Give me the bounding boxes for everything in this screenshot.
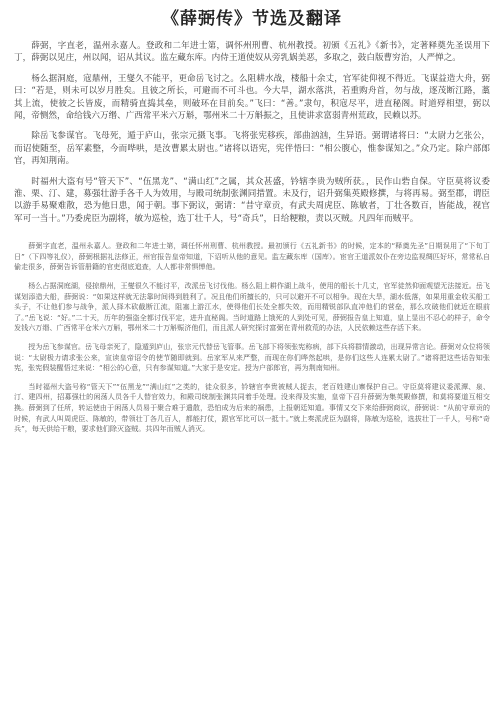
original-paragraph-3: 除岳飞参谋官。飞母死，遁于庐山，张宗元摄飞事。飞将张宪移疾，部曲汹汹，生异语。弼谓诸将曰：“太尉力乞张公，而诏使随至，岳军素整，今而哗哄，是汝曹累太尉也。”诸将以语宪，宪伴悟曰：“相公腹心，惟参谋知之。”众乃定。除户部郎官，再知荆南。 (14, 131, 490, 167)
translation-paragraph-4: 当时福州大盗号称“管天下”“伍黑龙”“满山红”之类的，徒众很多，钤辖官李贵被贼人捉去，老百姓建山寨保护自己。守臣莫将建议委派潭、泉、汀、建四州，招募强壮的闲荡人员各千人替官效力，和殿司统制张渊共同着手处理。没来得及实施，皇帝下召升薛弼为集英殿修撰，和莫将要道互相交换。薛弼到了任所，转运使由于闲荡人员易于聚合难于遣散，恐怕成为后来的祸患，上报朝廷知道。事情又交下来给薛弼商议，薛弼说：“从前守章贡的时候，有武人叫周虎臣、陈敏的，带领壮丁各几百人，都能打仗，跟官军比可以一抵十。”就上奏派虎臣为副将，陈敏为巡检，选拔壮丁一千人，号称“奇兵”，每天供给干粮，要求他们除灭盗贼。共四年而贼人消灭。 (14, 381, 490, 434)
original-paragraph-1: 薛弼，字直老，温州永嘉人。登政和二年进士第，调怀州刑曹、杭州教授。初颁《五礼》《新书》，定著释奠先圣误用下丁，薛弼以见庄，州以闻，诏从其议。监左藏东库。内侍王道使奴从旁乳娲美恶，多取之，鼓白版曹穷治，人严惮之。 (14, 41, 490, 64)
translation-paragraph-3: 授为岳飞参谋官。岳飞母亲死了，隐遁到庐山，张宗元代替岳飞管事。岳飞部下将领张宪称病，部下兵将群情激动，出现异常言论。薛弼对众位将领说：“太尉极力请求张公来，宣读皇帝诏令的使节随即就到。岳家军从来严整，而现在你们哗然起哄，是你们这些人连累太尉了。”诸将把这些话告知张宪，张宪假装醒悟过来说：“相公的心意，只有参谋知道。”大家于是安定。授为户部郎官，再为荆南知州。 (14, 342, 490, 373)
section-gap (14, 233, 490, 241)
original-paragraph-2: 杨么据洞庭，寇鼎州，王燮久不能平，更命岳飞讨之。么阻耕水战，楼船十余丈，官军徒仰视不得近。飞谋益造大舟，弼曰：“若是，则未可以岁月胜矣。且彼之所长，可避而不可斗也。今大旱，湖水落洪，若重购舟首，勿与战，逐茂断江路，藁其上流，使彼之长皆废，而精骑直捣其垒，则破环在目前矣。”飞曰：“善。”隶句，积寇尽平，进直秘阁。时道殍相望，弼以闻，帝恻然，命给钱六万缗、广西常平米六万斛，鄂州米二十万斛振之，且使讲求富弱青州荒政，民赖以苏。 (14, 73, 490, 122)
original-paragraph-4: 时福州大盗有号“管天下”、“伍黑龙”、“满山红”之属，其众甚盛，钤辖李贵为贼所获。，民作山砦自保。守臣莫将议委淮、栗、汀、建，募强壮游手各千人为效用，与殿司统制张渊同措置。未及行，诏升弼集英殿修撰，与将再易。弼至郡，谓臣以游手易聚难散，恐为他日患，闻于朝。事下弼议，弼请：“昔守章贡，有武夫周虎臣、陈敏者，丁壮各数百，皆能战，视官军可一当十。”乃委虎臣为副将，敏为巡检，选丁壮千人，号“奇兵”，日给粳粮，责以灭贼。凡四年而贼平。 (14, 176, 490, 224)
translation-paragraph-1: 薛弼字直老，温州永嘉人。登政和二年进士第，调任怀州刑曹、杭州教授。最初颁行《五礼新书》的时候，定本的“释奠先圣”日期误用了“下旬丁日”（下四等礼仪），薛弼根据礼法修正，州官报告皇帝知道，下诏听从他的意见。监左藏东库（国库）。宦官王道派奴仆在旁边监视绸匹好坏，常常私自偷走很多，薛弼告诉管册籍的官吏彻底追查，人人都非常惧惮他。 (14, 241, 490, 272)
translation-paragraph-2: 杨么占据洞庭湖，侵掠鼎州，王燮很久不能讨平，改派岳飞讨伐他。杨么阻上耕作湖上战斗，使用的船长十几丈，官军徒然仰面观望无法接近。岳飞谋划添造大船，薛弼说：“如果这样就无法靠时间得到胜利了。况且他们所擅长的，只可以避开不可以相争。现在大旱，湖水低落，如果用重金收买船工头子，不让他们参与战争，派人择木砍截断江流，阻塞上游江水，使得他们长处全都失效，而用精锐部队直冲他们的营垒，那么攻破他们就近在眼前了。”岳飞说：“好。”二十天，历年的强盗全都讨伐平定，进升直秘阁。当时道路上饿死的人到处可见，薛弼报告皇上知道，皇上显出不忍心的样子，命令发钱六万缗、广西常平仓米六万斛，鄂州米二十万斛赈济他们，而且派人研究探讨富弼在青州救荒的办法，人民依赖这些存活下来。 (14, 281, 490, 333)
page-title: 《薛弼传》节选及翻译 (162, 9, 342, 29)
